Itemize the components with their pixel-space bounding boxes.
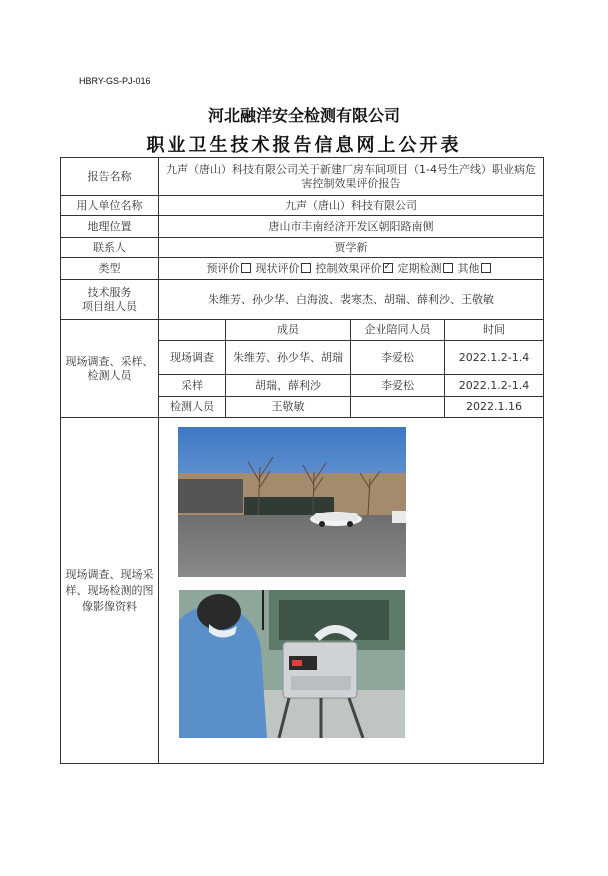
field-row-name: 检测人员 xyxy=(159,397,226,418)
field-row-companion: 李爱松 xyxy=(351,375,445,397)
field-header-row xyxy=(61,320,544,341)
field-row-time: 2022.1.2-1.4 xyxy=(445,375,544,397)
checkbox-icon xyxy=(301,263,311,273)
field-row-name: 采样 xyxy=(159,375,226,397)
site-detection-photo xyxy=(179,590,405,738)
field-row-companion xyxy=(351,397,445,418)
employer-value: 九声（唐山）科技有限公司 xyxy=(159,196,544,216)
row-location xyxy=(61,216,544,238)
checkbox-icon xyxy=(241,263,251,273)
employer-label: 用人单位名称 xyxy=(61,196,159,216)
street-scene-drawing xyxy=(178,427,406,577)
header-members: 成员 xyxy=(226,320,351,341)
team-value: 朱维芳、孙少华、白海波、裴寒杰、胡瑞、薛利沙、王敬敏 xyxy=(159,280,544,320)
checked-box-icon xyxy=(383,263,393,273)
type-option xyxy=(316,262,396,275)
header-companion: 企业陪同人员 xyxy=(351,320,445,341)
row-report-name xyxy=(61,158,544,196)
report-name-value: 九声（唐山）科技有限公司关于新建厂房车间项目（1-4号生产线）职业病危害控制效果评价报告 xyxy=(159,158,544,196)
field-row-members: 朱维芳、孙少华、胡瑞 xyxy=(226,341,351,375)
header-time: 时间 xyxy=(445,320,544,341)
type-option-label: 其他 xyxy=(457,261,480,275)
images-label: 现场调查、现场采样、现场检测的图像影像资料 xyxy=(61,418,159,764)
location-label: 地理位置 xyxy=(61,216,159,238)
type-option-label: 现状评价 xyxy=(255,261,300,275)
type-option-label: 预评价 xyxy=(206,261,240,275)
detection-scene-drawing xyxy=(179,590,405,738)
field-row-members: 胡瑞、薛利沙 xyxy=(226,375,351,397)
document-title: 职业卫生技术报告信息网上公开表 xyxy=(146,135,462,156)
field-row-time: 2022.1.16 xyxy=(445,397,544,418)
field-row-members: 王敬敏 xyxy=(226,397,351,418)
row-type xyxy=(61,258,544,280)
type-option-label: 定期检测 xyxy=(397,261,442,275)
type-option xyxy=(398,262,456,275)
report-name-label: 报告名称 xyxy=(61,158,159,196)
field-row-name: 现场调查 xyxy=(159,341,226,375)
contact-label: 联系人 xyxy=(61,238,159,258)
team-label: 技术服务 项目组人员 xyxy=(61,280,159,320)
row-employer xyxy=(61,196,544,216)
type-option xyxy=(256,262,314,275)
type-option xyxy=(207,262,254,275)
type-option-label: 控制效果评价 xyxy=(315,261,382,275)
contact-value: 贾学新 xyxy=(159,238,544,258)
type-options xyxy=(159,258,544,280)
company-name: 河北融洋安全检测有限公司 xyxy=(207,106,400,125)
type-option xyxy=(458,262,494,275)
field-staff-label: 现场调查、采样、检测人员 xyxy=(61,320,159,418)
field-row-companion: 李爱松 xyxy=(351,341,445,375)
site-street-photo xyxy=(178,427,406,577)
field-header-blank xyxy=(159,320,226,341)
checkbox-icon xyxy=(443,263,453,273)
location-value: 唐山市丰南经济开发区朝阳路南侧 xyxy=(159,216,544,238)
field-row-time: 2022.1.2-1.4 xyxy=(445,341,544,375)
document-code: HBRY-GS-PJ-016 xyxy=(79,76,151,86)
type-label: 类型 xyxy=(61,258,159,280)
row-team xyxy=(61,280,544,320)
row-contact xyxy=(61,238,544,258)
checkbox-icon xyxy=(481,263,491,273)
